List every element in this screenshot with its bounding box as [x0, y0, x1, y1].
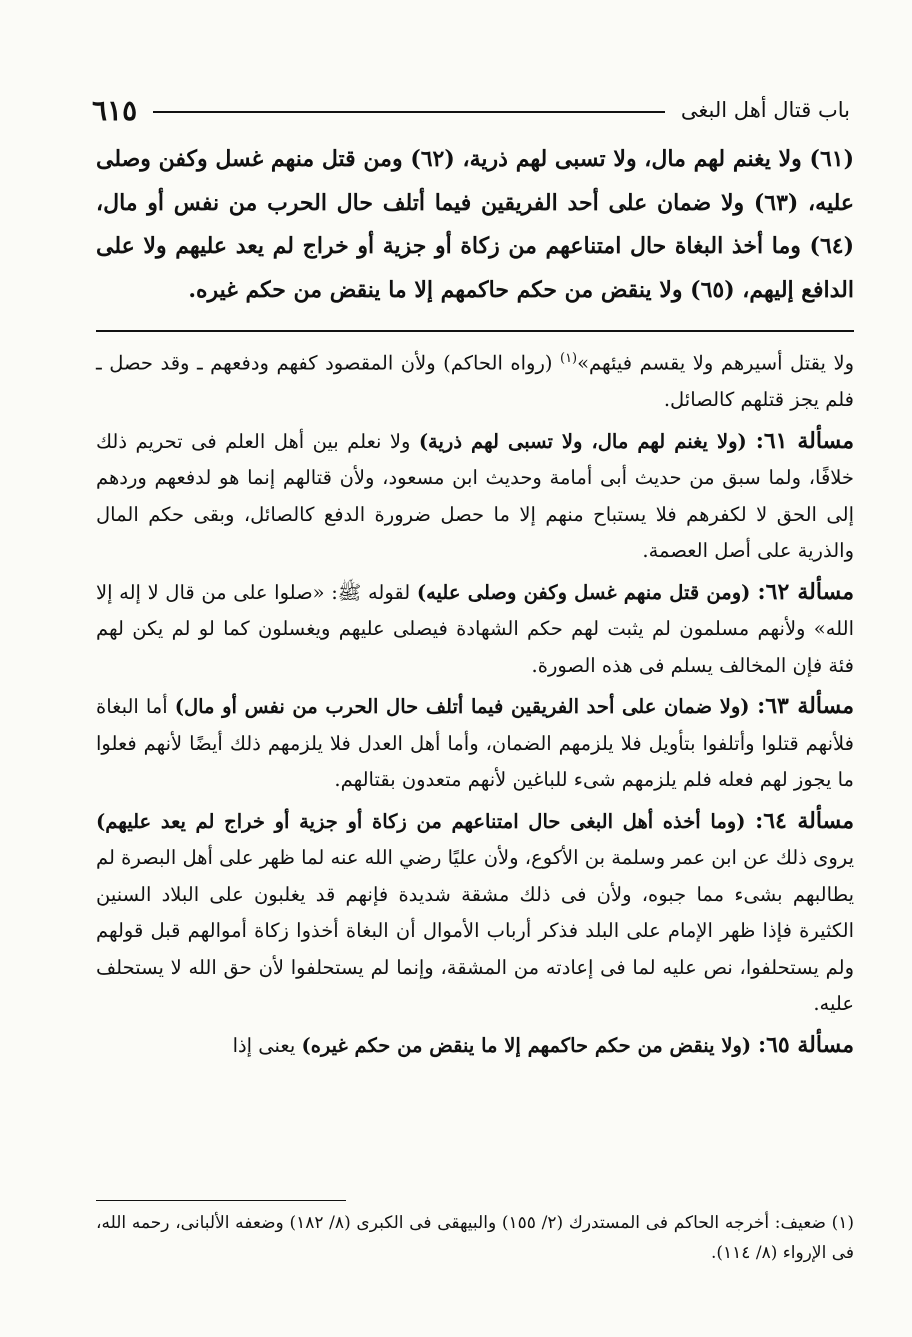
masala-heading: مسألة ٦١: — [755, 427, 854, 454]
masala-body: أما البغاة فلأنهم قتلوا وأتلفوا بتأويل فلا يلزمهم الضمان، وأما أهل العدل فلا يلزمهم ذلك أيضًا لأنهم فعلوا ما يجوز لهم فعله فلم يلزمهم شىء للباغين لأنهم متعدون بقتالهم. — [96, 695, 854, 791]
masala-quote: (ولا يغنم لهم مال، ولا تسبى لهم ذرية) — [418, 429, 756, 453]
masala-quote: (ولا ينقض من حكم حاكمهم إلا ما ينقض من حكم غيره) — [301, 1033, 758, 1057]
masala-quote: (ولا ضمان على أحد الفريقين فيما أتلف حال الحرب من نفس أو مال) — [174, 695, 758, 718]
masala-heading: مسألة ٦٣: — [757, 693, 854, 719]
section-divider — [96, 330, 854, 332]
matn-paragraph: (٦١) ولا يغنم لهم مال، ولا تسبى لهم ذرية، (٦٢) ومن قتل منهم غسل وكفن وصلى عليه، (٦٣) ولا ضمان على أحد الفريقين فيما أتلف حال الحرب من نفس أو مال، (٦٤) وما أخذ البغاة حال امتناعهم من زكاة أو جزية أو خراج لم يعد عليهم ولا على الدافع إليهم، (٦٥) ولا ينقض من حكم حاكمهم إلا ما ينقض من حكم غيره. — [96, 146, 854, 303]
intro-text-cont: (رواه الحاكم) ولأن المقصود كفهم ودفعهم ـ وقد حصل ـ فلم يجز قتلهم كالصائل. — [96, 351, 854, 411]
masala-heading: مسألة ٦٢: — [757, 578, 854, 605]
masala-64 — [96, 803, 854, 1023]
commentary-intro — [96, 341, 854, 419]
footnote — [96, 1208, 854, 1268]
masala-body: يعنى إذا — [232, 1033, 302, 1057]
running-title: باب قتال أهل البغى — [680, 98, 850, 122]
footnote-ref: (١) — [559, 351, 578, 366]
footnote-rule — [96, 1200, 346, 1201]
masala-heading: مسألة ٦٥: — [757, 1031, 854, 1058]
masala-body: يروى ذلك عن ابن عمر وسلمة بن الأكوع، ولأن عليًا رضي الله عنه لما ظهر على أهل البصرة لم يطالبهم بشىء مما جبوه، ولأن فى ذلك مشقة شديدة فإنهم قد يغلبون على البلاد السنين الكثيرة فإذا ظهر الإمام على البلد فذكر أرباب الأموال أن البغاة أخذوا زكاة أموالهم قبل قولهم ولم يستحلفوا، نص عليه لما فى إعادته من المشقة، وإنما لم يستحلفوا لأن حق الله لا يستحلف عليه. — [96, 846, 854, 1015]
footnote-text: (١) ضعيف: أخرجه الحاكم فى المستدرك (٢/ ١٥٥) والبيهقى فى الكبرى (٨/ ١٨٢) وضعفه الألبانى، رحمه الله، فى الإرواء (٨/ ١١٤). — [96, 1213, 854, 1263]
masala-61 — [96, 423, 854, 570]
commentary — [96, 341, 854, 1064]
masala-63 — [96, 688, 854, 799]
masala-62 — [96, 574, 854, 685]
masala-quote: (وما أخذه أهل البغى حال امتناعهم من زكاة أو جزية أو خراج لم يعد عليهم) — [96, 809, 756, 833]
header-rule — [153, 111, 665, 113]
matn-text — [96, 138, 854, 312]
intro-text: ولا يقتل أسيرهم ولا يقسم فيئهم» — [577, 351, 854, 375]
masala-65 — [96, 1027, 854, 1065]
masala-body: ولا نعلم بين أهل العلم فى تحريم ذلك خلافًا، ولما سبق من حديث أبى أمامة وحديث ابن مسعود، ولأن قتالهم إنما هو لدفعهم وردهم إلى الحق لا لكفرهم فلا يستباح منهم إلا ما حصل ضرورة الدفع كالصائل، وبقى حكم المال والذرية على أصل العصمة. — [96, 429, 854, 562]
page-header — [92, 90, 850, 130]
masala-heading: مسألة ٦٤: — [755, 807, 855, 834]
page-number: ٦١٥ — [92, 93, 138, 127]
masala-quote: (ومن قتل منهم غسل وكفن وصلى عليه) — [416, 580, 758, 604]
masala-body: لقوله ﷺ: «صلوا على من قال لا إله إلا الله» ولأنهم مسلمون لم يثبت لهم حكم الشهادة فيصلى عليهم ويغسلون كما لو لم يكن لهم فئة فإن المخالف يسلم فى هذه الصورة. — [96, 580, 854, 677]
